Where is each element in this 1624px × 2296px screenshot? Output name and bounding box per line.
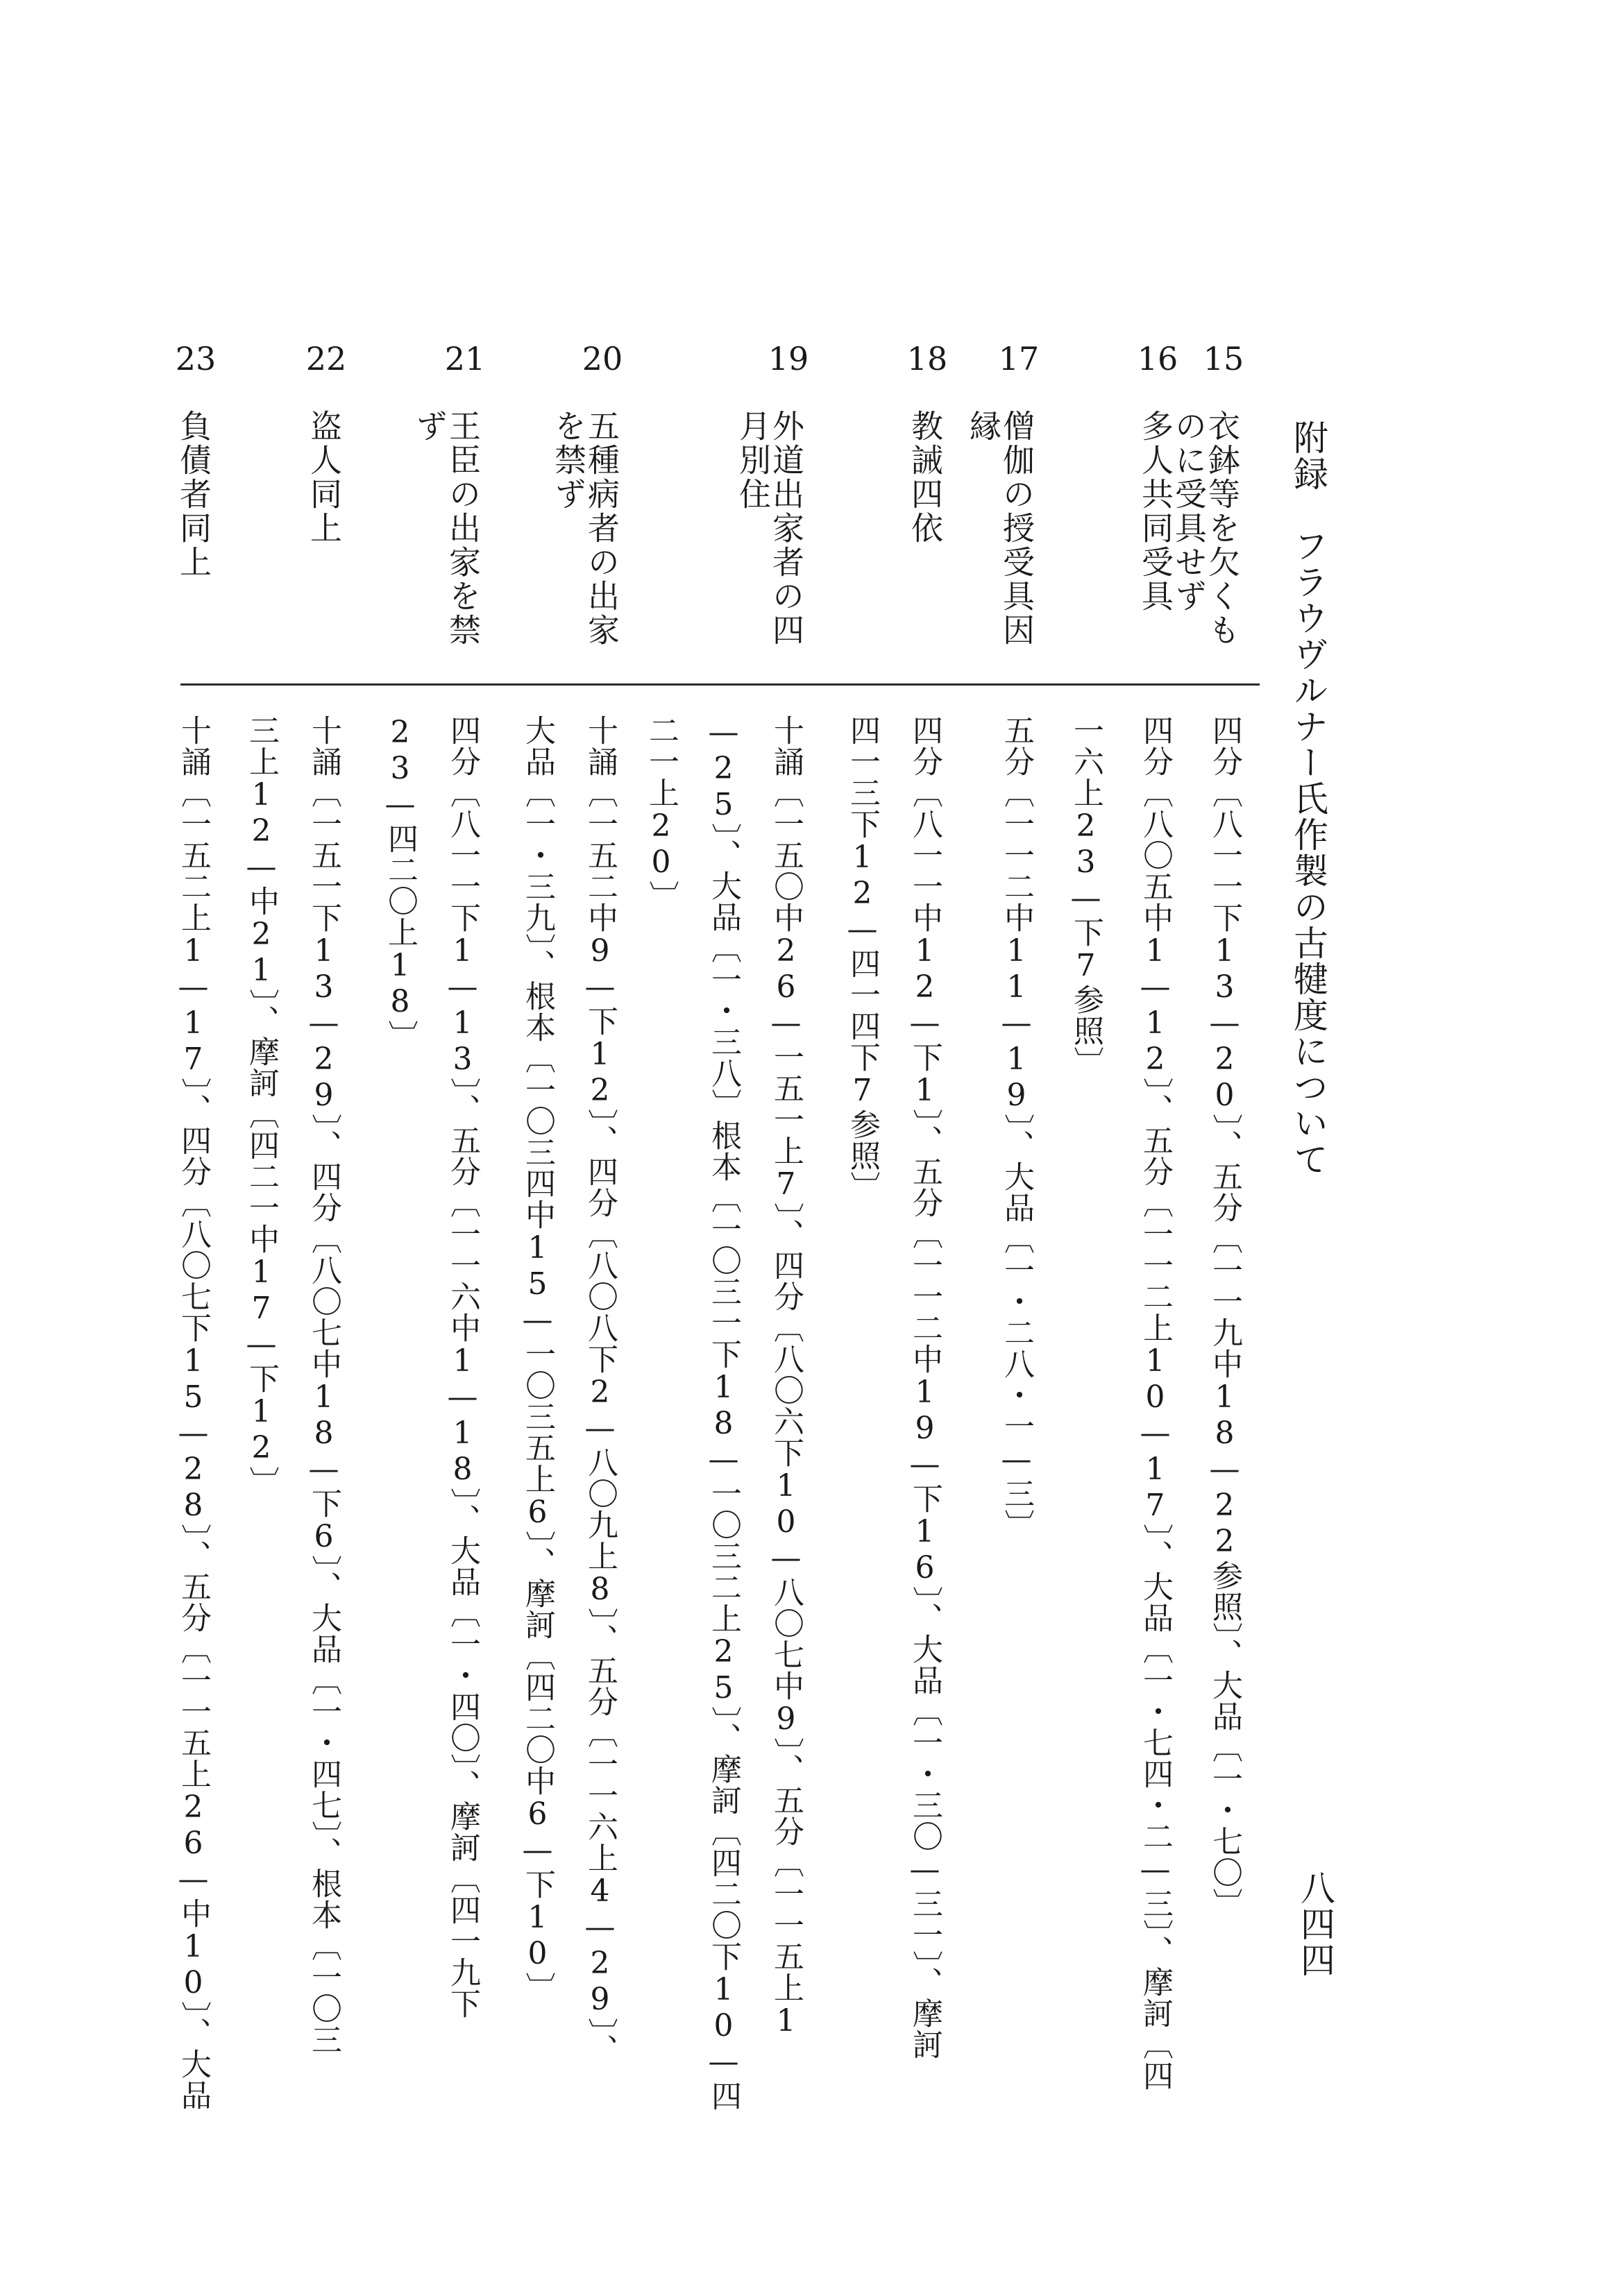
entry-topic: 月別住 bbox=[734, 409, 772, 511]
entry-reference: 四分〔八一一下13—20〕、五分〔一一九中18—22参照〕、大品〔一・七〇〕 bbox=[1207, 715, 1242, 1919]
entry-number: 18 bbox=[906, 340, 948, 377]
entry-topic: を禁ず bbox=[550, 409, 587, 511]
entry-number: 17 bbox=[998, 340, 1040, 377]
running-title: 附録 フラウヴルナー氏作製の古犍度について bbox=[1288, 420, 1328, 1177]
entry-topic: 縁 bbox=[965, 409, 1002, 443]
entry-reference: 四分〔八一一中12—下1〕、五分〔一一二中19—下16〕、大品〔一・三〇—三一〕、摩訶 bbox=[907, 715, 942, 2060]
entry-topic: 負債者同上 bbox=[175, 409, 212, 579]
entry-reference: —25〕、大品〔一・三八〕根本〔一〇三一下18—一〇三二上25〕、摩訶〔四二〇下10—四 bbox=[706, 715, 741, 2111]
entry-reference: 一六上23—下7参照〕 bbox=[1068, 715, 1103, 1078]
entry-topic: 教誡四依 bbox=[906, 409, 944, 545]
entry-topic: ず bbox=[411, 409, 448, 443]
entry-number: 19 bbox=[768, 340, 809, 377]
entry-topic: 五種病者の出家 bbox=[583, 409, 620, 647]
entry-number: 23 bbox=[175, 340, 217, 377]
entry-number: 22 bbox=[305, 340, 347, 377]
entry-reference: 四一三下12—四一四下7参照〕 bbox=[845, 715, 880, 1202]
entry-number: 21 bbox=[444, 340, 486, 377]
entry-topic: のに受具せず bbox=[1170, 409, 1208, 613]
entry-reference: 十誦〔一五二中9—下12〕、四分〔八〇八下2—八〇九上8〕、五分〔一一六上4—29〕、 bbox=[582, 715, 618, 2065]
entry-reference: 十誦〔一五〇中26—一五一上7〕、四分〔八〇六下10—八〇七中9〕、五分〔一一五上1 bbox=[768, 715, 804, 2039]
entry-topic: 王臣の出家を禁 bbox=[444, 409, 482, 647]
section-divider bbox=[180, 683, 1260, 686]
page-number: 八四四 bbox=[1295, 1870, 1335, 1978]
entry-reference: 大品〔一・三九〕、根本〔一〇三四中15—一〇三五上6〕、摩訶〔四二〇中6—下10〕 bbox=[520, 715, 555, 2003]
entry-topic: 多人共同受具 bbox=[1137, 409, 1174, 613]
entry-reference: 四分〔八〇五中1—12〕、五分〔一一二上10—17〕、大品〔一・七四・二—三〕、摩訶〔四 bbox=[1137, 715, 1173, 2091]
entry-reference: 三上12—中21〕、摩訶〔四二一中17—下12〕 bbox=[244, 715, 279, 1497]
entry-reference: 23—四二〇上18〕 bbox=[382, 715, 418, 1051]
entry-reference: 二一上20〕 bbox=[643, 715, 679, 912]
entry-topic: 外道出家者の四 bbox=[768, 409, 805, 647]
entry-number: 16 bbox=[1137, 340, 1178, 377]
entry-number: 15 bbox=[1203, 340, 1244, 377]
entry-topic: 僧伽の授受具因 bbox=[998, 409, 1035, 647]
entry-reference: 十誦〔一五一下13—29〕、四分〔八〇七中18—下6〕、大品〔一・四七〕、根本〔一〇三 bbox=[306, 715, 341, 2055]
entry-topic: 盗人同上 bbox=[305, 409, 343, 545]
entry-number: 20 bbox=[582, 340, 623, 377]
entry-topic: 衣鉢等を欠くも bbox=[1203, 409, 1241, 647]
entry-reference: 十誦〔一五二上1—17〕、四分〔八〇七下15—28〕、五分〔一一五上26—中10〕、大品 bbox=[176, 715, 211, 2111]
entry-reference: 五分〔一一二中11—19〕、大品〔一・二八・一—三〕 bbox=[999, 715, 1034, 1540]
entry-reference: 四分〔八一一下1—13〕、五分〔一一六中1—18〕、大品〔一・四〇〕、摩訶〔四一九下 bbox=[445, 715, 480, 2019]
